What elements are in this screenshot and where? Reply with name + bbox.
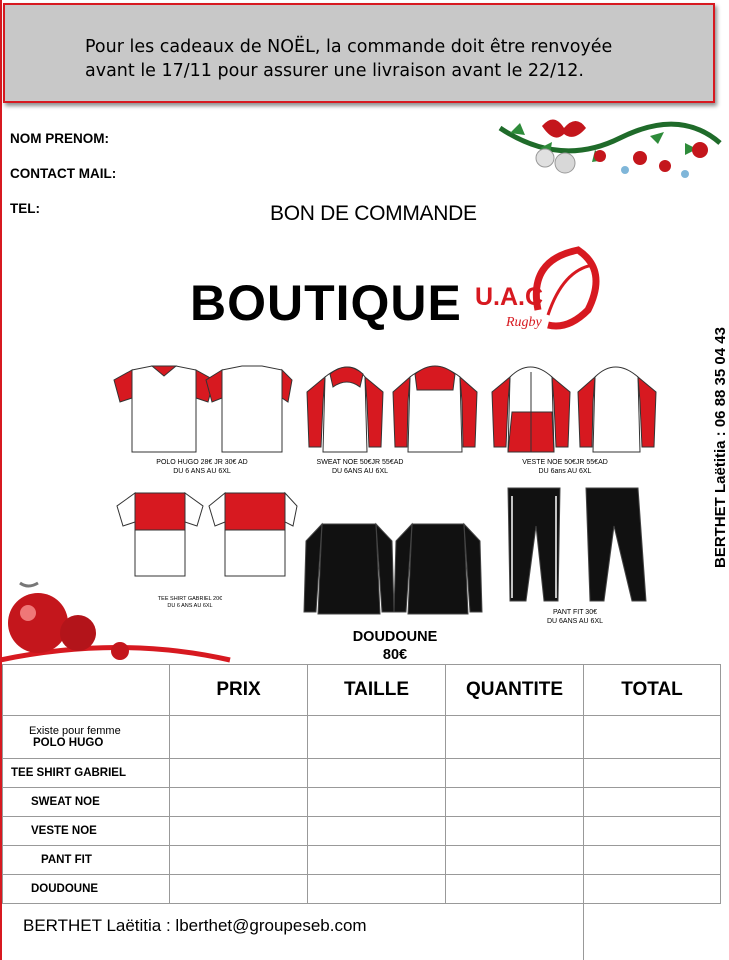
price-cell[interactable] [170,716,308,759]
price-cell[interactable] [170,817,308,846]
side-contact-phone: BERTHET Laëtitia : 06 88 35 04 43 [712,327,729,568]
product-name: POLO HUGO [33,737,104,749]
order-form-title: BON DE COMMANDE [270,202,477,225]
christmas-notice-banner [3,3,715,103]
holly-bells-decoration-icon [500,108,720,188]
product-name-cell: SWEAT NOE [3,788,170,817]
caption-line-1: VESTE NOE 50€JR 55€AD [522,459,608,466]
size-cell[interactable] [308,817,446,846]
shop-title: BOUTIQUE [190,275,462,331]
product-name-cell: TEE SHIRT GABRIEL [3,759,170,788]
caption-line-1: PANT FIT 30€ [553,609,597,616]
banner-line-2: avant le 17/11 pour assurer une livraison avant le 22/12. [85,61,584,81]
caption-line-1: SWEAT NOE 50€JR 55€AD [316,459,404,466]
product-name-cell: DOUDOUNE [3,875,170,904]
product-caption-polo [112,458,292,476]
caption-line-2: DU 6ANS AU 6XL [546,618,604,625]
sweat-noe-illustration [305,362,490,457]
caption-line-2: DU 6ANS AU 6XL [331,468,389,475]
product-note: Existe pour femme [29,725,121,737]
tel-field-label: TEL: [10,201,40,216]
total-cell[interactable] [584,788,721,817]
quantity-cell[interactable] [446,788,584,817]
uac-rugby-logo [468,240,608,350]
header-cell-price: PRIX [170,665,308,716]
quantity-cell[interactable] [446,846,584,875]
quantity-cell[interactable] [446,759,584,788]
order-table [2,664,721,904]
product-caption-doudoune [330,628,460,664]
quantity-cell[interactable] [446,716,584,759]
table-row [3,759,721,788]
header-cell-product [3,665,170,716]
total-cell[interactable] [584,759,721,788]
logo-text: U.A.C [475,283,544,311]
caption-line-2: DU 6 ANS AU 6XL [173,468,231,475]
footer-contact-email: BERTHET Laëtitia : lberthet@groupeseb.com [23,916,367,935]
table-row [3,716,721,759]
header-cell-total: TOTAL [584,665,721,716]
total-cell[interactable] [584,817,721,846]
total-cell[interactable] [584,716,721,759]
doudoune-illustration [304,516,489,616]
polo-hugo-illustration [112,362,292,457]
table-row [3,788,721,817]
caption-line-2: DU 6 ANS AU 6XL [167,603,213,609]
product-name-cell: PANT FIT [3,846,170,875]
total-cell[interactable] [584,846,721,875]
banner-line-1: Pour les cadeaux de NOËL, la commande doit être renvoyée [85,37,613,57]
size-cell[interactable] [308,716,446,759]
footer-divider [583,900,584,960]
table-header-row [3,665,721,716]
price-cell[interactable] [170,788,308,817]
footer-contact [2,900,720,960]
size-cell[interactable] [308,788,446,817]
price-cell[interactable] [170,846,308,875]
caption-line-1: POLO HUGO 28€ JR 30€ AD [156,459,248,466]
table-row [3,846,721,875]
table-row [3,817,721,846]
price-cell[interactable] [170,759,308,788]
header-cell-size: TAILLE [308,665,446,716]
product-caption-sweat [305,458,415,476]
product-caption-veste [510,458,620,476]
size-cell[interactable] [308,759,446,788]
size-cell[interactable] [308,846,446,875]
product-name-cell: VESTE NOE [3,817,170,846]
name-field-label: NOM PRENOM: [10,131,109,146]
header-cell-quantity: QUANTITE [446,665,584,716]
christmas-ornaments-decoration-icon [0,575,230,670]
email-field-label: CONTACT MAIL: [10,166,117,181]
tee-shirt-gabriel-illustration [115,488,300,580]
banner-text [85,35,612,83]
logo-subtext: Rugby [506,315,542,330]
caption-line-1: TEE SHIRT GABRIEL 20€ [157,596,223,602]
product-name-cell [3,716,170,759]
caption-line-2: 80€ [382,647,408,663]
veste-noe-illustration [490,362,660,457]
quantity-cell[interactable] [446,817,584,846]
product-caption-pant [530,608,620,626]
pant-fit-illustration [498,486,658,606]
caption-line-2: DU 6ans AU 6XL [538,468,592,475]
caption-line-1: DOUDOUNE [352,629,438,645]
